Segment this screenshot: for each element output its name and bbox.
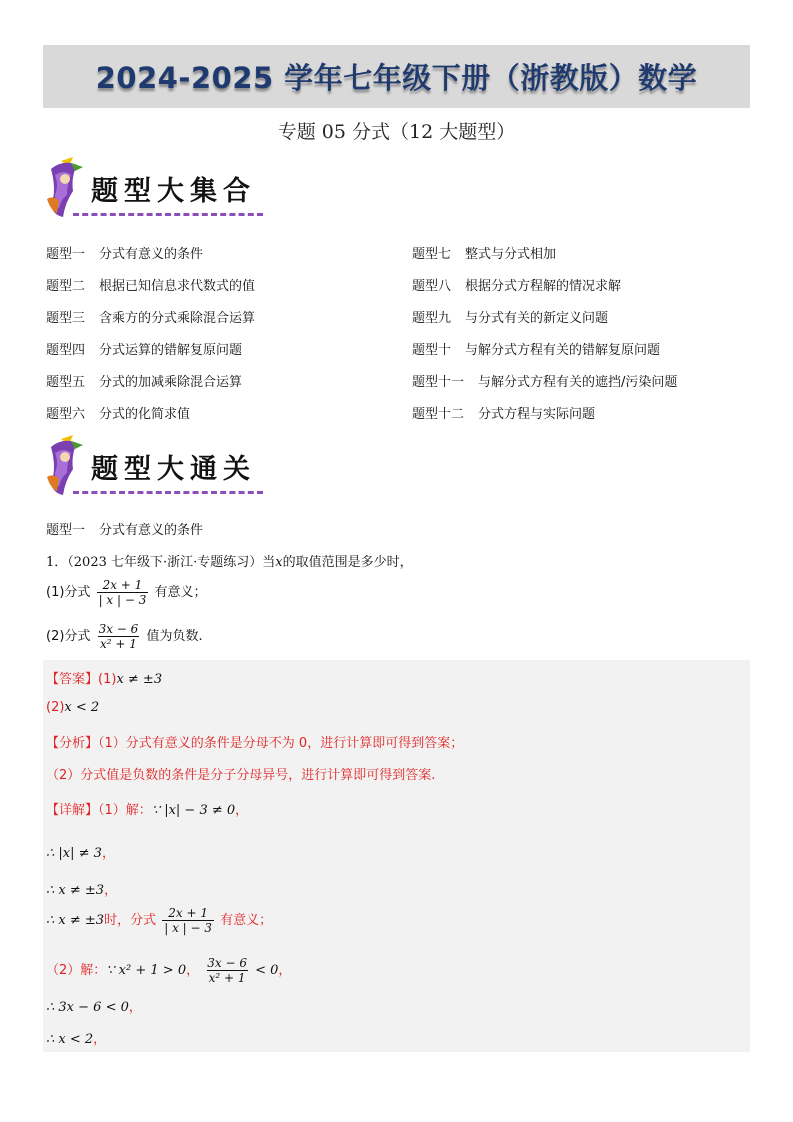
- toc-item-text: 与解分式方程有关的遮挡/污染问题: [478, 375, 678, 390]
- toc-item[interactable]: [46, 339, 242, 358]
- step-5-denominator: x² + 1: [208, 971, 246, 985]
- section-header-collection: [43, 155, 273, 225]
- detail-line-4: [46, 906, 272, 935]
- detail-line-6: [46, 996, 142, 1015]
- step-3-end: ，: [104, 883, 118, 898]
- question-2: [46, 622, 203, 651]
- answer-2-prefix: (2): [46, 700, 65, 715]
- analysis-line-1: [46, 732, 463, 751]
- step-4-numerator: 2x + 1: [168, 906, 208, 920]
- toc-item-text: 分式的化简求值: [99, 407, 191, 422]
- step-5-tail: < 0: [255, 963, 279, 978]
- toc-item[interactable]: [46, 403, 190, 422]
- toc-item[interactable]: [412, 403, 595, 422]
- toc-item-text: 分式方程与实际问题: [478, 407, 596, 422]
- step-2-math: ∴ |x| ≠ 3: [46, 846, 102, 861]
- toc-item-text: 分式运算的错解复原问题: [99, 343, 243, 358]
- step-6-math: ∴ 3x − 6 < 0: [46, 1000, 129, 1015]
- detail-line-3: [46, 879, 117, 898]
- q2-prefix: (2)分式: [46, 629, 91, 644]
- answer-box: [43, 660, 750, 1052]
- step-5-end: ，: [278, 963, 292, 978]
- toc-item-number: 题型一: [46, 247, 86, 262]
- step-4-fraction: [162, 906, 214, 935]
- q1-numerator: 2x + 1: [102, 578, 143, 592]
- problem-intro-var: x: [275, 555, 283, 570]
- toc-item[interactable]: [412, 371, 677, 390]
- detail-1-math: ∵ |x| − 3 ≠ 0: [151, 803, 236, 818]
- toc-item-number: 题型九: [412, 311, 452, 326]
- q1-denominator: | x | − 3: [98, 593, 147, 607]
- q2-numerator: 3x − 6: [98, 622, 139, 636]
- toc-item-number: 题型二: [46, 279, 86, 294]
- step-4-end: 有意义；: [220, 913, 273, 928]
- step-5-prefix: （2）解：: [46, 963, 107, 978]
- section-title-collection: 题型大集合: [91, 176, 256, 207]
- toc-item-number: 题型十一: [412, 375, 465, 390]
- toc-item[interactable]: [46, 243, 203, 262]
- answer-1-math: x ≠ ±3: [116, 672, 163, 687]
- toc-item-text: 与解分式方程有关的错解复原问题: [465, 343, 661, 358]
- analysis-label: 【分析】: [46, 736, 99, 751]
- problem-intro: [46, 551, 413, 570]
- analysis-line-2: [46, 764, 435, 783]
- answer-line-1: [46, 668, 162, 687]
- toc-item-number: 题型八: [412, 279, 452, 294]
- toc-item-number: 题型四: [46, 343, 86, 358]
- toc-item[interactable]: [412, 339, 660, 358]
- question-1: [46, 578, 207, 607]
- toc-item-text: 根据已知信息求代数式的值: [99, 279, 256, 294]
- toc-item-text: 整式与分式相加: [465, 247, 557, 262]
- toc-item-number: 题型三: [46, 311, 86, 326]
- step-5-fraction: [205, 956, 249, 985]
- dashed-divider: [73, 213, 263, 216]
- detail-line-7: [46, 1028, 106, 1047]
- subtitle: 专题 05 分式（12 大题型）: [277, 121, 516, 143]
- title-banner: [43, 45, 750, 108]
- q1-suffix: 有意义；: [154, 585, 207, 600]
- step-6-end: ，: [128, 1000, 142, 1015]
- section-header-pass: [43, 433, 273, 503]
- toc-item[interactable]: [412, 307, 608, 326]
- step-7-end: ，: [93, 1032, 107, 1047]
- answer-1-prefix: (1): [98, 672, 117, 687]
- dashed-divider: [73, 491, 263, 494]
- q2-suffix: 值为负数.: [146, 629, 203, 644]
- step-4-denominator: | x | − 3: [164, 921, 213, 935]
- detail-1-prefix: （1）解：: [98, 803, 152, 818]
- step-4-mid: 时，分式: [104, 913, 157, 928]
- problem-heading-text: 分式有意义的条件: [99, 523, 204, 538]
- step-5-numerator: 3x − 6: [207, 956, 247, 970]
- answer-2-math: x < 2: [64, 700, 100, 715]
- problem-intro-end: 的取值范围是多少时，: [282, 555, 413, 570]
- detail-line-2: [46, 842, 115, 861]
- problem-heading: [46, 519, 203, 538]
- step-3-math: ∴ x ≠ ±3: [46, 883, 105, 898]
- q1-prefix: (1)分式: [46, 585, 91, 600]
- toc-item-number: 题型七: [412, 247, 452, 262]
- toc-item[interactable]: [412, 243, 556, 262]
- detail-1-end: ，: [235, 803, 249, 818]
- detail-label: 【详解】: [46, 803, 99, 818]
- toc-item[interactable]: [46, 307, 255, 326]
- toc-item-number: 题型五: [46, 375, 86, 390]
- toc-item-number: 题型十二: [412, 407, 465, 422]
- step-4-math: ∴ x ≠ ±3: [46, 913, 105, 928]
- document-title: 2024-2025 学年七年级下册（浙教版）数学: [95, 61, 698, 95]
- toc-item[interactable]: [412, 275, 621, 294]
- analysis-2-text: （2）分式值是负数的条件是分子分母异号，进行计算即可得到答案.: [46, 768, 436, 783]
- section-title-pass: 题型大通关: [91, 454, 256, 485]
- toc-item-text: 含乘方的分式乘除混合运算: [99, 311, 256, 326]
- analysis-1-text: （1）分式有意义的条件是分母不为 0，进行计算即可得到答案；: [98, 736, 464, 751]
- toc-item-number: 题型六: [46, 407, 86, 422]
- toc-item[interactable]: [46, 371, 242, 390]
- detail-line-5: [46, 956, 291, 985]
- q2-fraction: [97, 622, 141, 651]
- toc-item-number: 题型十: [412, 343, 452, 358]
- toc-item-text: 与分式有关的新定义问题: [465, 311, 609, 326]
- detail-line-1: [46, 799, 248, 818]
- toc-item-text: 根据分式方程解的情况求解: [465, 279, 622, 294]
- answer-line-2: [46, 700, 99, 715]
- step-5-sep: ，: [186, 963, 200, 978]
- step-2-end: ，: [101, 846, 115, 861]
- step-5-math: ∵ x² + 1 > 0: [106, 963, 187, 978]
- problem-heading-num: 题型一: [46, 523, 86, 538]
- problem-intro-text: 1．（2023 七年级下·浙江·专题练习）当: [46, 555, 276, 570]
- toc-item-text: 分式的加减乘除混合运算: [99, 375, 243, 390]
- toc-item[interactable]: [46, 275, 255, 294]
- q1-fraction: [97, 578, 149, 607]
- answer-label: 【答案】: [46, 672, 99, 687]
- step-7-math: ∴ x < 2: [46, 1032, 94, 1047]
- q2-denominator: x² + 1: [99, 637, 137, 651]
- toc-item-text: 分式有意义的条件: [99, 247, 204, 262]
